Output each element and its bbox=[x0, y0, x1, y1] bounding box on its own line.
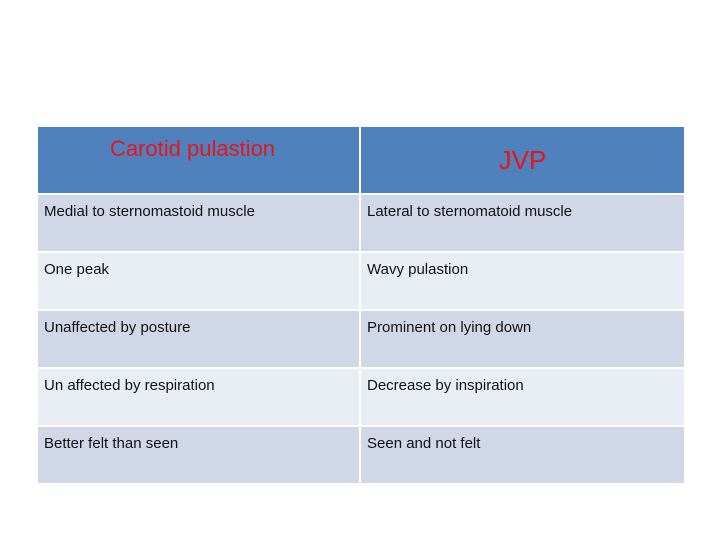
carotid-cell: One peak bbox=[37, 252, 360, 310]
table-row bbox=[37, 194, 685, 252]
carotid-cell: Unaffected by posture bbox=[37, 310, 360, 368]
carotid-cell: Un affected by respiration bbox=[37, 368, 360, 426]
jvp-cell: Wavy pulastion bbox=[360, 252, 685, 310]
jvp-cell: Decrease by inspiration bbox=[360, 368, 685, 426]
comparison-table bbox=[36, 125, 686, 485]
jvp-cell: Lateral to sternomatoid muscle bbox=[360, 194, 685, 252]
jvp-cell: Prominent on lying down bbox=[360, 310, 685, 368]
table-row bbox=[37, 368, 685, 426]
header-jvp: JVP bbox=[360, 126, 685, 194]
jvp-cell: Seen and not felt bbox=[360, 426, 685, 484]
header-carotid-label: Carotid pulastion bbox=[109, 136, 276, 161]
table-row bbox=[37, 252, 685, 310]
header-carotid-pulsation bbox=[37, 126, 360, 194]
table-row bbox=[37, 426, 685, 484]
table-header-row bbox=[37, 126, 685, 194]
table-row bbox=[37, 310, 685, 368]
carotid-cell: Medial to sternomastoid muscle bbox=[37, 194, 360, 252]
carotid-cell: Better felt than seen bbox=[37, 426, 360, 484]
